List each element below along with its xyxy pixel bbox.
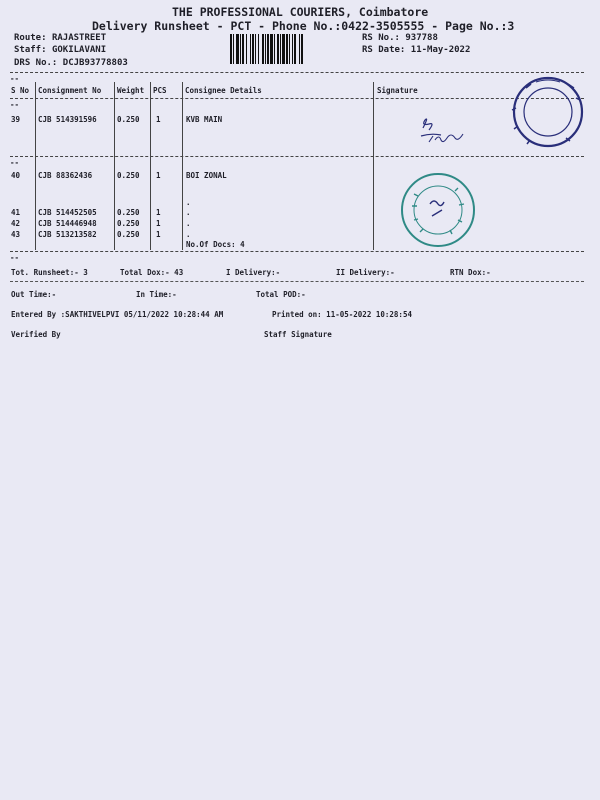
i-delivery: I Delivery:-	[226, 268, 281, 277]
row-sno: 41	[11, 208, 21, 217]
row-sno: 40	[11, 171, 21, 180]
barcode-bar	[303, 34, 304, 64]
column-line	[114, 82, 115, 250]
col-consignment: Consignment No	[38, 86, 102, 95]
tot-runsheet: Tot. Runsheet:- 3	[11, 268, 88, 277]
dashes-mark: --	[10, 100, 20, 109]
barcode	[230, 34, 352, 64]
verified-by: Verified By	[11, 330, 61, 339]
col-consignee: Consignee Details	[185, 86, 262, 95]
total-pod: Total POD:-	[256, 290, 306, 299]
in-time: In Time:-	[136, 290, 177, 299]
rtn-dox: RTN Dox:-	[450, 268, 491, 277]
column-line	[35, 82, 36, 250]
row-pcs: 1	[156, 219, 161, 228]
route-value: RAJASTREET	[51, 33, 107, 43]
route-label: Route: RAJASTREET	[14, 33, 107, 43]
row-weight: 0.250	[117, 230, 140, 239]
rs-date-line: RS Date: 11-May-2022	[362, 45, 471, 55]
row-weight: 0.250	[117, 115, 140, 124]
divider	[10, 281, 584, 282]
rs-no-line: RS No.: 937788	[362, 33, 438, 43]
bank-seal-stamp	[398, 170, 478, 250]
out-time: Out Time:-	[11, 290, 57, 299]
row-weight: 0.250	[117, 208, 140, 217]
row-details: .	[186, 219, 191, 228]
divider	[10, 72, 584, 73]
divider	[10, 156, 584, 157]
staff-line: Staff: GOKILAVANI	[14, 45, 107, 55]
row-details: BOI ZONAL	[186, 171, 227, 180]
row-consignment: CJB 514452505	[38, 208, 97, 217]
company-title: THE PROFESSIONAL COURIERS, Coimbatore	[172, 5, 429, 19]
divider	[10, 251, 584, 252]
row-sno: 42	[11, 219, 21, 228]
col-sno: S No	[11, 86, 30, 95]
total-dox: Total Dox:- 43	[120, 268, 184, 277]
staff-value: GOKILAVANI	[51, 45, 107, 55]
company-stamp	[496, 74, 596, 154]
row-pcs: 1	[156, 171, 161, 180]
row-weight: 0.250	[117, 171, 140, 180]
column-line	[373, 82, 374, 250]
col-weight: Weight	[117, 86, 145, 95]
column-line	[150, 82, 151, 250]
row-sno: 43	[11, 230, 21, 239]
entered-by: Entered By :SAKTHIVELPVI 05/11/2022 10:28:44 AM	[11, 310, 224, 319]
dashes-mark: --	[10, 253, 20, 262]
row-sno: 39	[11, 115, 21, 124]
row-pcs: 1	[156, 230, 161, 239]
printed-on: Printed on: 11-05-2022 10:28:54	[272, 310, 412, 319]
row-consignment: CJB 88362436	[38, 171, 93, 180]
row-pcs: 1	[156, 115, 161, 124]
dot-mark: .	[186, 198, 191, 207]
row-details: .	[186, 208, 191, 217]
ii-delivery: II Delivery:-	[336, 268, 395, 277]
row-consignment: CJB 514446948	[38, 219, 97, 228]
rs-date-value: 11-May-2022	[410, 45, 471, 55]
row-consignment: CJB 514391596	[38, 115, 97, 124]
col-signature: Signature	[377, 86, 418, 95]
column-line	[182, 82, 183, 250]
drs-value: DCJB93778803	[62, 58, 128, 68]
handwritten-signature	[415, 110, 485, 150]
row-weight: 0.250	[117, 219, 140, 228]
row-consignment: CJB 513213582	[38, 230, 97, 239]
row-details: .	[186, 230, 191, 239]
dashes-mark: --	[10, 74, 20, 83]
dashes-mark: --	[10, 158, 20, 167]
no-of-docs: No.Of Docs: 4	[186, 240, 245, 249]
row-details: KVB MAIN	[186, 115, 223, 124]
col-pcs: PCS	[153, 86, 167, 95]
runsheet-subtitle: Delivery Runsheet - PCT - Phone No.:0422-3505555 - Page No.:3	[92, 19, 515, 33]
staff-signature: Staff Signature	[264, 330, 332, 339]
drs-line: DRS No.: DCJB93778803	[14, 58, 128, 68]
rs-no-value: 937788	[405, 33, 438, 43]
row-pcs: 1	[156, 208, 161, 217]
